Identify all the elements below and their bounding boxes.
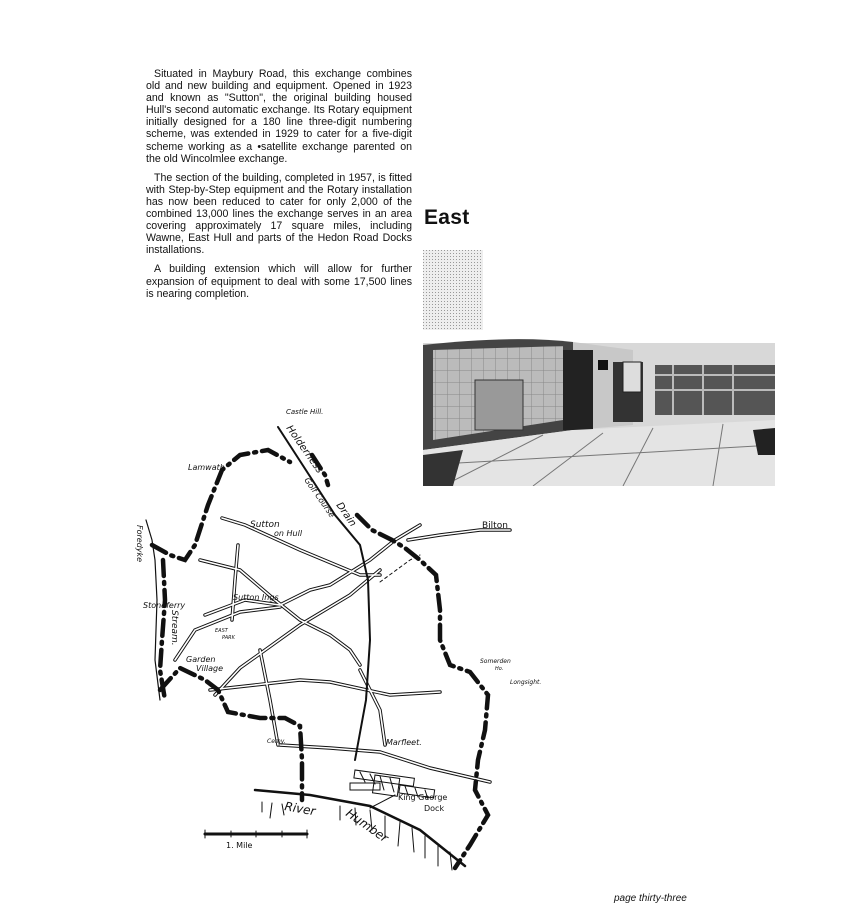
label-cemetery: Cemy. <box>267 738 286 745</box>
label-sutton: Sutton <box>250 520 280 530</box>
label-holderness: Holderness <box>283 423 325 476</box>
label-sutton-ings: Sutton Ings <box>233 593 279 602</box>
label-drain: Drain <box>333 500 359 529</box>
label-somerden: Somerden <box>480 658 511 665</box>
scale-label: 1. Mile <box>226 841 253 850</box>
label-stream: Stream. <box>169 610 179 646</box>
paragraph: The section of the building, completed in 1957, is fitted with Step-by-Step equipment and the Rotary installation has now been reduced to cater for only 2,000 of the combined 13,000 lines the exchange serves in an area covering approximately 17 square miles, including Wawne, East Hull and parts of the Hedon Road Docks installations. <box>146 171 412 257</box>
paragraph: Situated in Maybury Road, this exchange combines old and new building and equipment. Opened in 1923 and known as "Sutton", the original building housed Hull's second automatic exchange. Its Rotary equipment initially designed for a 180 line three-digit numbering scheme, was extended in 1929 to cater for a five-digit scheme working as a •satellite exchange parented on the old Wincolmlee exchange. <box>146 68 412 165</box>
label-foredyke: Foredyke <box>135 525 144 563</box>
exchange-heading: East <box>424 206 470 229</box>
label-river: River <box>283 799 317 819</box>
label-king-george: King George <box>398 793 448 802</box>
label-garden: Garden <box>186 655 216 664</box>
label-stoneferry: Stoneferry <box>143 601 186 610</box>
label-humber: Humber <box>343 805 391 846</box>
label-east-park: EAST <box>215 628 228 634</box>
label-longsight: Longsight. <box>510 679 542 686</box>
page-number: page thirty-three <box>614 893 687 904</box>
label-bilton: Bilton <box>482 521 508 531</box>
label-village: Village <box>196 664 224 673</box>
label-marfleet: Marfleet. <box>386 738 422 747</box>
label-lamwath: Lamwath <box>188 463 225 472</box>
label-golf-course: Golf Course <box>302 475 337 520</box>
scale-bar <box>205 830 307 838</box>
label-on-hull: on Hull <box>274 529 303 538</box>
paragraph: A building extension which will allow for further expansion of equipment to deal with some 17,500 lines is nearing completion. <box>146 263 412 300</box>
label-castle-hill: Castle Hill. <box>286 408 324 416</box>
label-dock: Dock <box>424 804 445 813</box>
king-george-dock <box>350 770 435 808</box>
roads <box>175 518 510 782</box>
label-east-park-2: PARK <box>222 635 235 641</box>
label-somerden-ho: Ho. <box>495 666 504 672</box>
